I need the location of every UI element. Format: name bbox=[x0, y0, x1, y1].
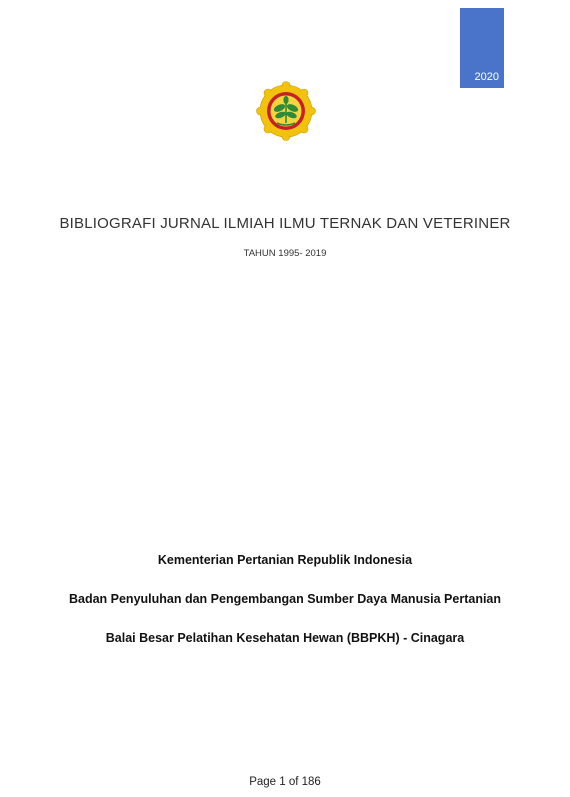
page-number: Page 1 of 186 bbox=[249, 776, 321, 788]
organization-ministry: Kementerian Pertanian Republik Indonesia bbox=[157, 553, 413, 567]
year-tab bbox=[460, 8, 504, 88]
document-subtitle: TAHUN 1995- 2019 bbox=[243, 248, 327, 259]
organization-institute: Balai Besar Pelatihan Kesehatan Hewan (BBPKH) - Cinagara bbox=[105, 631, 465, 645]
organization-agency: Badan Penyuluhan dan Pengembangan Sumber Daya Manusia Pertanian bbox=[68, 592, 502, 606]
year-label: 2020 bbox=[474, 71, 499, 83]
document-title: BIBLIOGRAFI JURNAL ILMIAH ILMU TERNAK DAN VETERINER bbox=[59, 215, 511, 232]
kementan-logo-icon bbox=[256, 81, 316, 141]
